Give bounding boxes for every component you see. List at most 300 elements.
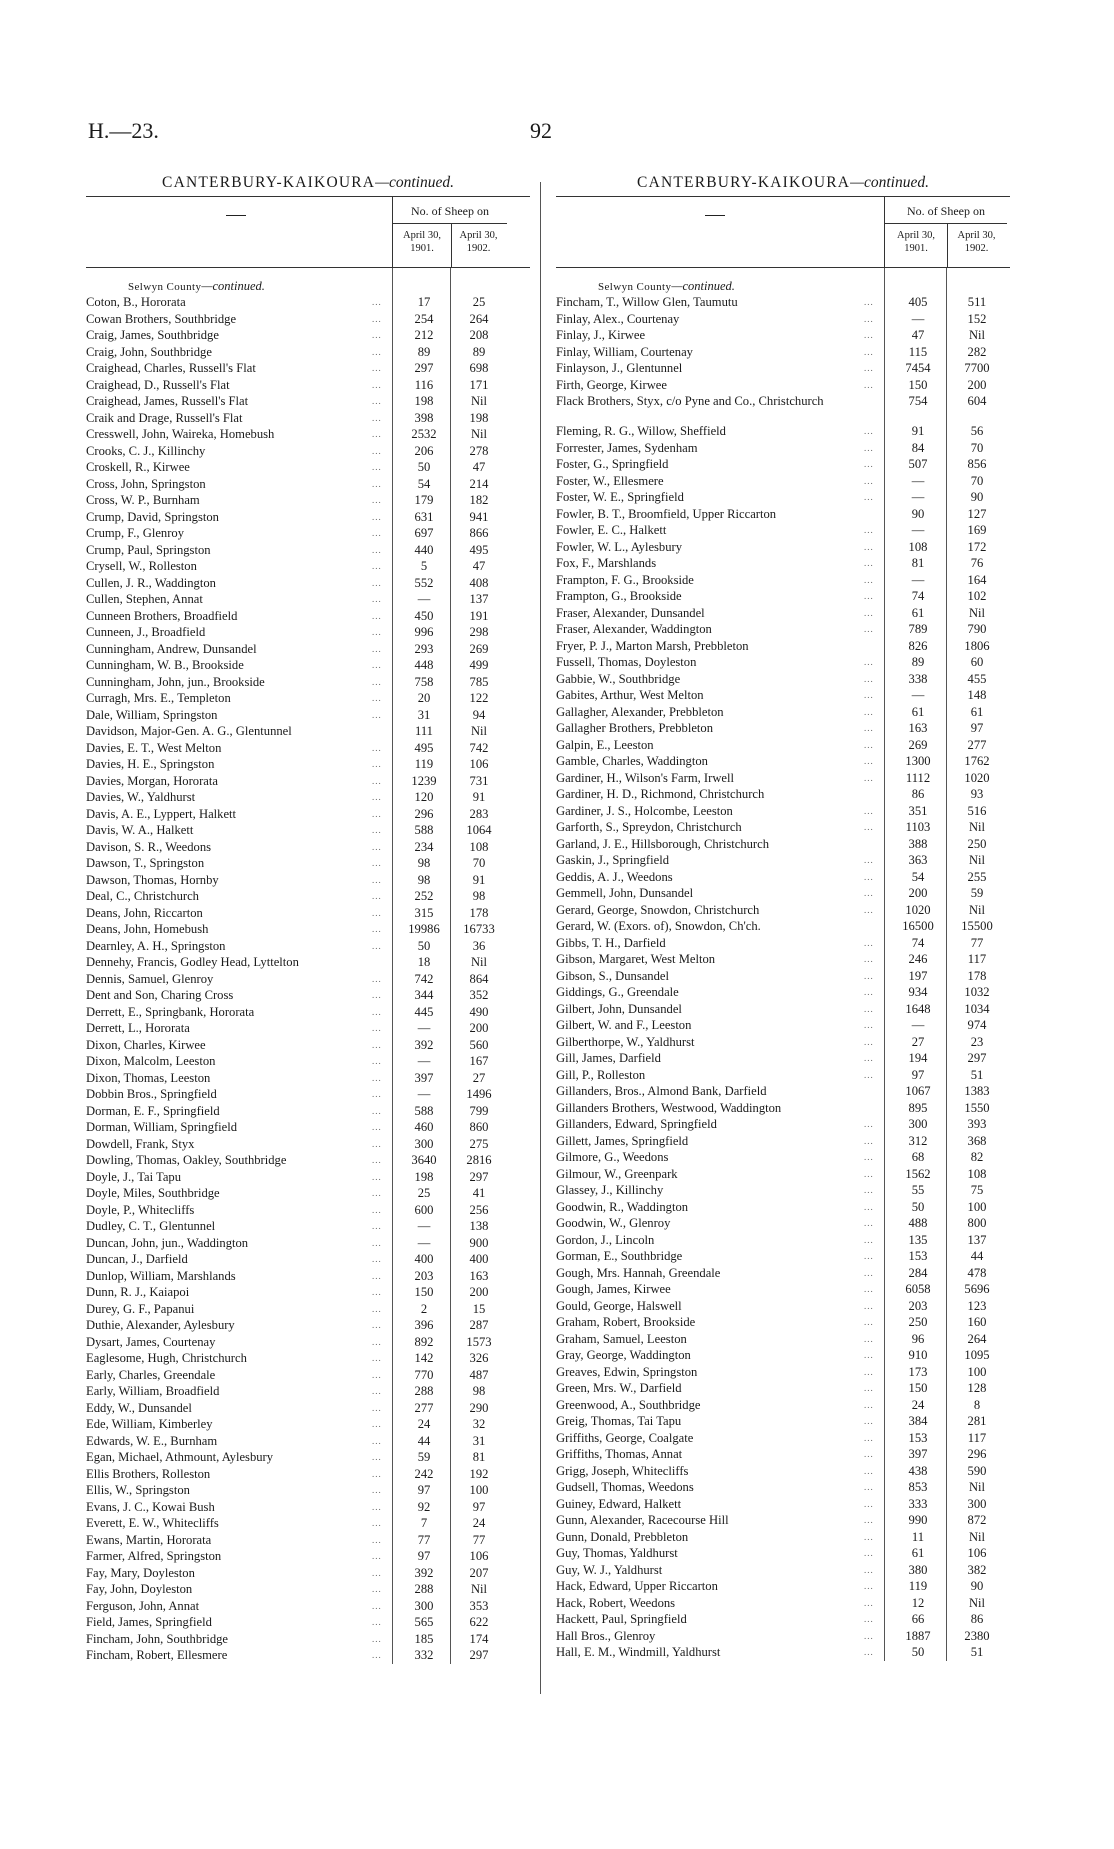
table-row xyxy=(556,1050,1010,1067)
table-row xyxy=(556,1034,1010,1051)
table-row xyxy=(86,1004,530,1021)
sheep-1902: 287 xyxy=(469,1318,489,1332)
sheep-1902: 137 xyxy=(469,592,489,606)
sheep-1902: 499 xyxy=(469,658,489,672)
table-row xyxy=(86,1383,530,1400)
leader-dots: ... xyxy=(372,1369,382,1380)
sheep-1901: 398 xyxy=(414,410,434,425)
leader-dots: ... xyxy=(864,937,874,948)
sheep-1902: 102 xyxy=(967,589,987,603)
sheep-1902: 866 xyxy=(469,526,489,540)
leader-dots: ... xyxy=(864,756,874,766)
owner-name: Foster, G., Springfield xyxy=(556,457,669,471)
table-row xyxy=(556,1529,1010,1546)
sheep-1901: 1020 xyxy=(905,902,931,917)
sheep-1902: 941 xyxy=(469,509,489,524)
sheep-1901: 96 xyxy=(911,1331,925,1346)
table-row xyxy=(556,344,1010,361)
sheep-1901: 996 xyxy=(414,625,434,639)
leader-dots: ... xyxy=(372,1105,382,1116)
owner-name: Dorman, E. F., Springfield xyxy=(86,1103,220,1118)
table-row xyxy=(556,456,1010,473)
table-row xyxy=(556,572,1010,589)
table-row xyxy=(556,1182,1010,1199)
table-row xyxy=(556,918,1010,935)
table-row xyxy=(556,605,1010,622)
sheep-1902: 27 xyxy=(472,1070,486,1085)
table-row xyxy=(86,888,530,905)
sheep-1902: 77 xyxy=(472,1532,486,1547)
table-row xyxy=(556,1479,1010,1496)
sheep-1901: 405 xyxy=(908,295,928,309)
sheep-1902: 742 xyxy=(469,740,489,755)
leader-dots: ... xyxy=(864,1383,874,1393)
owner-name: Dowdell, Frank, Styx xyxy=(86,1136,195,1151)
table-row xyxy=(86,426,530,443)
sheep-1902: 785 xyxy=(469,674,489,689)
sheep-1902: Nil xyxy=(968,1529,986,1544)
owner-name: Garland, J. E., Hillsborough, Christchurch xyxy=(556,836,770,851)
leader-dots: ... xyxy=(864,1185,874,1195)
leader-dots: ... xyxy=(864,772,874,783)
leader-dots: ... xyxy=(864,442,874,453)
sheep-1902: 90 xyxy=(970,1579,984,1593)
table-row xyxy=(86,1548,530,1565)
sheep-1901: — xyxy=(417,1219,431,1233)
table-row xyxy=(86,1070,530,1087)
owner-name: Dale, William, Springston xyxy=(86,707,218,722)
sheep-1902: 622 xyxy=(469,1615,489,1629)
owner-name: Duthie, Alexander, Aylesbury xyxy=(86,1318,235,1332)
sheep-1902: 1383 xyxy=(964,1084,990,1098)
sheep-1902: 51 xyxy=(970,1067,984,1082)
leader-dots: ... xyxy=(372,1518,382,1528)
sheep-1902: 297 xyxy=(469,1648,489,1662)
leader-dots: ... xyxy=(864,607,874,618)
sheep-1901: 61 xyxy=(911,704,925,719)
leader-dots: ... xyxy=(372,1320,382,1330)
owner-name: Hackett, Paul, Springfield xyxy=(556,1612,687,1626)
table-row xyxy=(86,492,530,509)
sheep-1902: 97 xyxy=(472,1499,486,1514)
owner-name: Finlayson, J., Glentunnel xyxy=(556,361,683,375)
owner-name: Guy, W. J., Yaldhurst xyxy=(556,1562,663,1577)
table-row xyxy=(556,473,1010,490)
column-title xyxy=(556,170,1010,196)
owner-name: Egan, Michael, Athmount, Aylesbury xyxy=(86,1450,274,1464)
leader-dots: ... xyxy=(372,297,382,307)
table-row xyxy=(556,654,1010,671)
owner-name: Graham, Robert, Brookside xyxy=(556,1315,696,1329)
sheep-1902: 516 xyxy=(967,803,987,818)
leader-dots: ... xyxy=(864,1647,874,1657)
sheep-1901: 185 xyxy=(414,1631,434,1646)
owner-name: Fowler, W. L., Aylesbury xyxy=(556,539,683,554)
sheep-count-header-label: No. of Sheep on xyxy=(393,197,507,224)
leader-dots: ... xyxy=(372,1600,382,1611)
table-row xyxy=(556,1281,1010,1298)
sheep-1902: 59 xyxy=(970,886,984,900)
leader-dots: ... xyxy=(372,577,382,588)
leader-dots: ... xyxy=(372,1056,382,1066)
owner-name: Goodwin, R., Waddington xyxy=(556,1199,689,1214)
owner-name: Dixon, Charles, Kirwee xyxy=(86,1037,206,1052)
leader-dots: ... xyxy=(372,825,382,835)
table-row xyxy=(556,935,1010,952)
sheep-1902: Nil xyxy=(968,1595,986,1610)
sheep-1902: 167 xyxy=(469,1054,489,1068)
sheep-1902: 799 xyxy=(469,1103,489,1118)
table-row xyxy=(86,311,530,328)
owner-name: Davis, A. E., Lyppert, Halkett xyxy=(86,806,237,821)
table-body xyxy=(556,268,1010,1661)
leader-dots: ... xyxy=(372,1567,382,1578)
owner-name: Early, Charles, Greendale xyxy=(86,1367,216,1382)
table-row xyxy=(556,1100,1010,1117)
sheep-1902: 70 xyxy=(970,473,984,488)
sheep-1902: 94 xyxy=(472,707,486,722)
sheep-1901: 445 xyxy=(414,1004,434,1019)
sheep-1901: 91 xyxy=(911,424,925,438)
sheep-1901: 397 xyxy=(908,1447,928,1461)
owner-name: Craighead, James, Russell's Flat xyxy=(86,394,249,408)
table-row xyxy=(86,1185,530,1202)
table-row xyxy=(556,1380,1010,1397)
owner-name: Frampton, G., Brookside xyxy=(556,589,682,603)
sheep-1901: 115 xyxy=(908,344,928,359)
owner-name: Deans, John, Riccarton xyxy=(86,905,203,920)
leader-dots: ... xyxy=(864,313,874,324)
owner-name: Gallagher, Alexander, Prebbleton xyxy=(556,704,724,719)
leader-dots: ... xyxy=(864,1614,874,1624)
table-row xyxy=(86,1086,530,1103)
table-row xyxy=(556,1512,1010,1529)
leader-dots: ... xyxy=(372,1551,382,1561)
sheep-1901: 892 xyxy=(414,1334,434,1349)
sheep-1901: 293 xyxy=(414,641,434,656)
sheep-1902: 200 xyxy=(469,1021,489,1035)
sheep-1901: — xyxy=(911,473,925,488)
leader-dots: ... xyxy=(864,1317,874,1327)
table-row xyxy=(556,1116,1010,1133)
leader-dots: ... xyxy=(372,1221,382,1231)
sheep-1902: 128 xyxy=(967,1381,987,1395)
table-row xyxy=(86,1268,530,1285)
owner-name: Dowling, Thomas, Oakley, Southbridge xyxy=(86,1153,287,1167)
sheep-1902: Nil xyxy=(968,853,986,867)
sheep-1901: 31 xyxy=(417,707,431,722)
sheep-1902: 82 xyxy=(970,1150,984,1164)
table-row xyxy=(556,1397,1010,1414)
sheep-1901: 50 xyxy=(417,460,431,474)
sheep-1902: 604 xyxy=(967,394,987,408)
sheep-1901: 84 xyxy=(911,440,925,455)
sheep-1901: 25 xyxy=(417,1186,431,1200)
sheep-1902: 281 xyxy=(967,1414,987,1428)
leader-dots: ... xyxy=(372,1039,382,1050)
owner-name: Gardiner, H., Wilson's Farm, Irwell xyxy=(556,770,735,785)
sheep-1901: 3640 xyxy=(411,1153,437,1167)
sheep-1902: 256 xyxy=(469,1202,489,1217)
leader-dots: ... xyxy=(864,904,874,915)
owner-name: Davidson, Major-Gen. A. G., Glentunnel xyxy=(86,724,292,738)
table-row xyxy=(556,852,1010,869)
table-row xyxy=(556,489,1010,506)
leader-dots: ... xyxy=(372,1419,382,1429)
owner-name: Craig, John, Southbridge xyxy=(86,344,212,359)
owner-name: Glassey, J., Killinchy xyxy=(556,1183,664,1197)
leader-dots: ... xyxy=(864,1168,874,1179)
table-row xyxy=(556,1446,1010,1463)
leader-dots: ... xyxy=(864,1482,874,1492)
sheep-1902: 264 xyxy=(967,1331,987,1346)
owner-name: Deans, John, Homebush xyxy=(86,922,209,936)
sheep-1901: 338 xyxy=(908,671,928,686)
owner-name: Dunn, R. J., Kaiapoi xyxy=(86,1285,190,1299)
table-row xyxy=(86,393,530,410)
sheep-1901: 50 xyxy=(911,1645,925,1659)
leader-dots: ... xyxy=(372,445,382,456)
table-row xyxy=(556,1611,1010,1628)
sheep-1902: 16733 xyxy=(463,922,495,936)
sheep-1902: 1020 xyxy=(964,770,990,785)
sheep-1902: 91 xyxy=(472,790,486,804)
leader-dots: ... xyxy=(864,1234,874,1245)
sheep-1902: 368 xyxy=(967,1133,987,1148)
owner-name: Gibson, S., Dunsandel xyxy=(556,968,669,983)
sheep-1901: 2 xyxy=(420,1301,428,1316)
leader-dots: ... xyxy=(372,412,382,423)
leader-dots: ... xyxy=(864,1053,874,1063)
sheep-1901: 312 xyxy=(908,1133,928,1148)
sheep-1901: 7454 xyxy=(905,361,931,375)
owner-name: Doyle, P., Whitecliffs xyxy=(86,1202,195,1217)
table-row xyxy=(86,1235,530,1252)
table-row xyxy=(556,539,1010,556)
sheep-1902: 393 xyxy=(967,1117,987,1131)
sheep-1901: 333 xyxy=(908,1496,928,1511)
sheep-1901: 495 xyxy=(414,740,434,755)
sheep-1902: 5696 xyxy=(964,1282,990,1296)
table-row xyxy=(556,770,1010,787)
owner-name: Ferguson, John, Annat xyxy=(86,1598,200,1613)
leader-dots: ... xyxy=(864,1069,874,1080)
sheep-1901: 990 xyxy=(908,1513,928,1527)
leader-dots: ... xyxy=(372,1617,382,1627)
sheep-1901: 631 xyxy=(414,509,434,524)
leader-dots: ... xyxy=(864,525,874,535)
sheep-1902: Nil xyxy=(968,1480,986,1494)
sheep-1902: 864 xyxy=(469,971,489,986)
sheep-1901: 212 xyxy=(414,328,434,342)
owner-name: Fincham, John, Southbridge xyxy=(86,1631,229,1646)
leader-dots: ... xyxy=(372,1287,382,1297)
sheep-1902: 160 xyxy=(967,1315,987,1329)
table-row xyxy=(556,327,1010,344)
owner-name: Gaskin, J., Springfield xyxy=(556,853,669,867)
sheep-1902: 122 xyxy=(469,691,489,705)
sheep-1902: 487 xyxy=(469,1367,489,1382)
sheep-1902: 61 xyxy=(970,704,984,719)
table-row xyxy=(556,704,1010,721)
sheep-1901: 1562 xyxy=(905,1166,931,1181)
leader-dots: ... xyxy=(372,1006,382,1017)
sheep-1902: 1762 xyxy=(964,754,990,768)
sheep-1902: 89 xyxy=(472,344,486,359)
table-row xyxy=(556,1628,1010,1645)
leader-dots: ... xyxy=(864,855,874,865)
sheep-1901: 363 xyxy=(908,853,928,867)
table-row xyxy=(86,542,530,559)
sheep-1901: 11 xyxy=(911,1529,925,1544)
owner-name: Davies, W., Yaldhurst xyxy=(86,790,196,804)
table-row xyxy=(86,1499,530,1516)
sheep-1902: 208 xyxy=(469,328,489,342)
leader-dots: ... xyxy=(372,1435,382,1446)
table-row xyxy=(556,671,1010,688)
owner-name: Foster, W., Ellesmere xyxy=(556,473,664,488)
column-title-text: CANTERBURY-KAIKOURA xyxy=(162,174,376,191)
sheep-1902: Nil xyxy=(470,427,488,441)
sheep-1901: 97 xyxy=(417,1483,431,1497)
sheep-1901: 344 xyxy=(414,988,434,1002)
sheep-1901: 50 xyxy=(417,938,431,953)
sheep-1902: 298 xyxy=(469,625,489,639)
header-april-1902: April 30, 1902. xyxy=(451,224,505,267)
leader-dots: ... xyxy=(372,429,382,439)
owner-name: Gorman, E., Southbridge xyxy=(556,1249,683,1263)
sheep-1901: 203 xyxy=(414,1268,434,1283)
table-row xyxy=(86,1482,530,1499)
sheep-1902: 75 xyxy=(970,1183,984,1197)
owner-name: Gillett, James, Springfield xyxy=(556,1133,689,1148)
owner-name: Derrett, E., Springbank, Hororata xyxy=(86,1004,255,1019)
leader-dots: ... xyxy=(864,723,874,733)
sheep-1902: 138 xyxy=(469,1219,489,1233)
owner-name: Dixon, Thomas, Leeston xyxy=(86,1070,211,1085)
owner-name: Dennis, Samuel, Glenroy xyxy=(86,971,214,986)
table-row xyxy=(86,1614,530,1631)
sheep-1901: 24 xyxy=(417,1417,431,1431)
sheep-1902: 296 xyxy=(967,1447,987,1461)
name-column-header xyxy=(705,215,725,216)
sheep-1901: 20 xyxy=(417,691,431,705)
sheep-1901: 448 xyxy=(414,658,434,672)
table-row xyxy=(86,624,530,641)
table-row xyxy=(556,1001,1010,1018)
county-subheading xyxy=(86,279,530,294)
sheep-1902: 1095 xyxy=(964,1348,990,1362)
table-row xyxy=(86,905,530,922)
sheep-1901: — xyxy=(911,490,925,504)
sheep-1901: — xyxy=(417,1054,431,1068)
table-row xyxy=(86,1152,530,1169)
sheep-1901: — xyxy=(417,1087,431,1101)
table-row xyxy=(556,393,1010,423)
owner-name: Griffiths, Thomas, Annat xyxy=(556,1447,683,1461)
leader-dots: ... xyxy=(372,874,382,885)
owner-name: Early, William, Broadfield xyxy=(86,1384,220,1398)
leader-dots: ... xyxy=(864,1333,874,1344)
sheep-1902: 1064 xyxy=(466,823,492,837)
sheep-1901: 396 xyxy=(414,1318,434,1332)
sheep-1901: 507 xyxy=(908,457,928,471)
county-suffix: —continued. xyxy=(201,279,265,293)
leader-dots: ... xyxy=(864,822,874,832)
table-row xyxy=(86,657,530,674)
owner-name: Guy, Thomas, Yaldhurst xyxy=(556,1546,678,1560)
table-row xyxy=(556,819,1010,836)
sheep-1902: 106 xyxy=(469,757,489,771)
table-row xyxy=(86,1103,530,1120)
sheep-1902: 25 xyxy=(472,295,486,309)
leader-dots: ... xyxy=(864,1152,874,1162)
owner-name: Eaglesome, Hugh, Christchurch xyxy=(86,1351,247,1365)
sheep-1902: 44 xyxy=(970,1249,984,1263)
leader-dots: ... xyxy=(864,1581,874,1591)
sheep-1901: — xyxy=(911,1018,925,1032)
sheep-1901: 351 xyxy=(908,803,928,818)
county-suffix: —continued. xyxy=(671,279,735,293)
page-number: 92 xyxy=(530,118,552,143)
leader-dots: ... xyxy=(372,907,382,918)
sheep-1902: 100 xyxy=(967,1199,987,1214)
leader-dots: ... xyxy=(372,1155,382,1165)
owner-name: Gilmore, G., Weedons xyxy=(556,1150,669,1164)
sheep-1902: 478 xyxy=(967,1265,987,1280)
leader-dots: ... xyxy=(864,1465,874,1476)
sheep-1902: Nil xyxy=(470,1582,488,1596)
leader-dots: ... xyxy=(864,1366,874,1377)
sheep-1901: 288 xyxy=(414,1582,434,1596)
owner-name: Gardiner, H. D., Richmond, Christchurch xyxy=(556,787,765,801)
table-row xyxy=(86,855,530,872)
leader-dots: ... xyxy=(372,709,382,720)
table-row xyxy=(86,1416,530,1433)
leader-dots: ... xyxy=(372,627,382,637)
sheep-1901: 92 xyxy=(417,1499,431,1514)
leader-dots: ... xyxy=(372,1270,382,1281)
sheep-1901: 392 xyxy=(414,1565,434,1580)
table-row xyxy=(556,1232,1010,1249)
owner-name: Davies, Morgan, Hororata xyxy=(86,773,218,788)
sheep-1901: 400 xyxy=(414,1252,434,1266)
leader-dots: ... xyxy=(864,379,874,390)
owner-name: Gilmour, W., Greenpark xyxy=(556,1166,678,1181)
sheep-1902: 326 xyxy=(469,1351,489,1365)
owner-name: Doyle, Miles, Southbridge xyxy=(86,1186,220,1200)
leader-dots: ... xyxy=(372,610,382,621)
leader-dots: ... xyxy=(864,1432,874,1443)
sheep-1901: 98 xyxy=(417,872,431,887)
table-row xyxy=(556,984,1010,1001)
sheep-1901: 198 xyxy=(414,1169,434,1184)
leader-dots: ... xyxy=(864,805,874,816)
sheep-1901: 142 xyxy=(414,1351,434,1365)
sheep-1902: 172 xyxy=(967,539,987,554)
owner-name: Greenwood, A., Southbridge xyxy=(556,1397,701,1412)
table-row xyxy=(556,1595,1010,1612)
sheep-1901: 758 xyxy=(414,674,434,689)
leader-dots: ... xyxy=(864,346,874,357)
table-row xyxy=(556,1496,1010,1513)
table-row xyxy=(86,1284,530,1301)
leader-dots: ... xyxy=(864,987,874,997)
owner-name: Evans, J. C., Kowai Bush xyxy=(86,1499,215,1514)
sheep-1901: 380 xyxy=(908,1562,928,1577)
sheep-1902: 98 xyxy=(472,889,486,903)
table-body xyxy=(86,268,530,1664)
